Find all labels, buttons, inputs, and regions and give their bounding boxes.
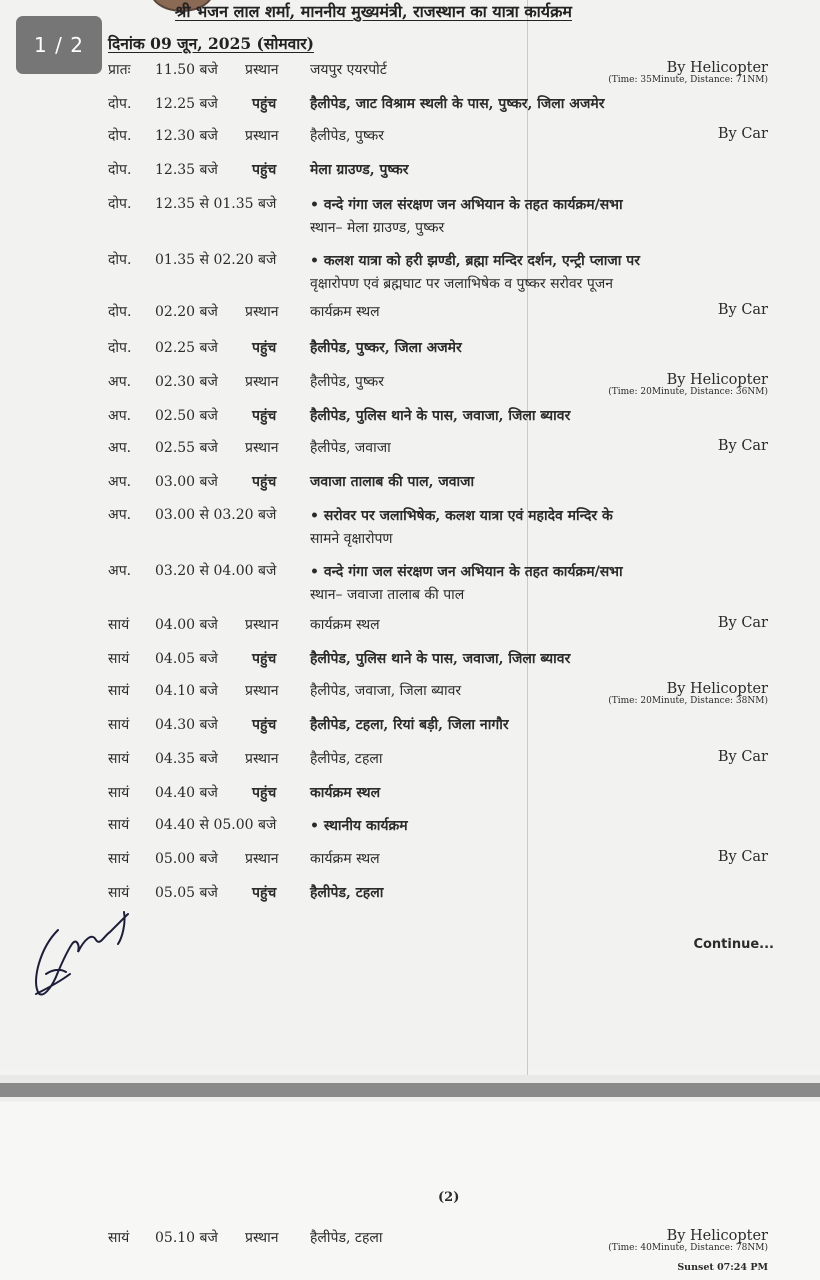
row-travel-distance: (Time: 20Minute, Distance: 36NM) xyxy=(608,387,768,397)
row-place: मेला ग्राउण्ड, पुष्कर xyxy=(310,162,409,178)
row-period: अप. xyxy=(108,563,132,579)
schedule-row xyxy=(0,250,820,292)
row-time: 05.00 बजे xyxy=(155,851,218,867)
row-period: दोप. xyxy=(108,196,132,212)
row-period: सायं xyxy=(108,751,130,767)
row-place: हैलीपेड, जवाजा, जिला ब्यावर xyxy=(310,683,462,699)
schedule-row xyxy=(0,160,820,190)
row-travel-mode: By Car xyxy=(717,849,768,865)
row-time: 04.40 बजे xyxy=(155,785,218,801)
row-period: अप. xyxy=(108,408,132,424)
schedule-row xyxy=(0,849,820,879)
description-line-2: स्थान– मेला ग्राउण्ड, पुष्कर xyxy=(310,220,445,236)
row-action: पहुंच xyxy=(252,162,277,178)
row-period: दोप. xyxy=(108,128,132,144)
row-time: 04.10 बजे xyxy=(155,683,218,699)
row-action: पहुंच xyxy=(252,474,277,490)
row-place: कार्यक्रम स्थल xyxy=(310,304,380,320)
row-time: 12.35 से 01.35 बजे xyxy=(155,196,277,212)
row-time: 03.20 से 04.00 बजे xyxy=(155,563,277,579)
row-time: 02.20 बजे xyxy=(155,304,218,320)
page-title: श्री भजन लाल शर्मा, माननीय मुख्यमंत्री, राजस्थान का यात्रा कार्यक्रम xyxy=(175,2,572,21)
row-period: सायं xyxy=(108,851,130,867)
row-time: 04.05 बजे xyxy=(155,651,218,667)
row-period: सायं xyxy=(108,651,130,667)
row-travel-mode: By Helicopter xyxy=(666,1228,768,1244)
row-period: अप. xyxy=(108,374,132,390)
description-line-2: स्थान– जवाजा तालाब की पाल xyxy=(310,587,465,603)
row-period: सायं xyxy=(108,717,130,733)
row-period: दोप. xyxy=(108,304,132,320)
row-travel-distance: (Time: 20Minute, Distance: 38NM) xyxy=(608,696,768,706)
schedule-row xyxy=(0,561,820,603)
schedule-row xyxy=(0,615,820,645)
row-time: 02.30 बजे xyxy=(155,374,218,390)
schedule-row xyxy=(0,438,820,468)
row-action: पहुंच xyxy=(252,885,277,901)
row-action: प्रस्थान xyxy=(245,128,279,144)
row-time: 04.30 बजे xyxy=(155,717,218,733)
row-place: हैलीपेड, टहला, रियां बड़ी, जिला नागौर xyxy=(310,717,509,733)
row-action: प्रस्थान xyxy=(245,440,279,456)
row-place: जयपुर एयरपोर्ट xyxy=(310,62,387,78)
row-time: 03.00 बजे xyxy=(155,474,218,490)
schedule-row xyxy=(0,649,820,679)
row-action: प्रस्थान xyxy=(245,374,279,390)
row-action: पहुंच xyxy=(252,408,277,424)
schedule-row xyxy=(0,1228,820,1258)
row-period: प्रातः xyxy=(108,62,131,78)
row-time: 04.00 बजे xyxy=(155,617,218,633)
description-line-1: • कलश यात्रा को हरी झण्डी, ब्रह्मा मन्दिर दर्शन, एन्ट्री प्लाजा पर xyxy=(310,253,640,269)
schedule-row xyxy=(0,94,820,124)
row-place: हैलीपेड, टहला xyxy=(310,751,383,767)
row-travel-mode: By Car xyxy=(717,438,768,454)
row-action: प्रस्थान xyxy=(245,751,279,767)
schedule-row xyxy=(0,783,820,813)
schedule-row xyxy=(0,60,820,90)
row-action: पहुंच xyxy=(252,96,277,112)
row-travel-distance: (Time: 35Minute, Distance: 71NM) xyxy=(608,75,768,85)
schedule-row xyxy=(0,372,820,402)
row-period: दोप. xyxy=(108,162,132,178)
row-time: 01.35 से 02.20 बजे xyxy=(155,252,277,268)
schedule-row xyxy=(0,302,820,332)
schedule-row xyxy=(0,126,820,156)
signature-image xyxy=(28,910,148,1005)
page-number: (2) xyxy=(438,1190,460,1205)
schedule-row xyxy=(0,505,820,547)
row-place: हैलीपेड, पुष्कर xyxy=(310,374,384,390)
row-time: 05.10 बजे xyxy=(155,1230,218,1246)
row-time: 02.25 बजे xyxy=(155,340,218,356)
row-place: हैलीपेड, पुष्कर xyxy=(310,128,384,144)
row-action: प्रस्थान xyxy=(245,62,279,78)
row-program-description xyxy=(310,505,613,551)
row-action: प्रस्थान xyxy=(245,1230,279,1246)
row-travel-mode: By Car xyxy=(717,126,768,142)
row-time: 02.50 बजे xyxy=(155,408,218,424)
row-travel-mode: By Car xyxy=(717,749,768,765)
row-travel-mode: By Helicopter xyxy=(666,372,768,388)
row-place: कार्यक्रम स्थल xyxy=(310,851,380,867)
description-line-1: • वन्दे गंगा जल संरक्षण जन अभियान के तहत कार्यक्रम/सभा xyxy=(310,564,623,580)
row-time: 11.50 बजे xyxy=(155,62,218,78)
page-indicator-badge: 1 / 2 xyxy=(16,16,102,74)
row-action: प्रस्थान xyxy=(245,617,279,633)
row-place: हैलीपेड, जवाजा xyxy=(310,440,391,456)
row-program-description xyxy=(310,194,623,240)
row-travel-mode: By Helicopter xyxy=(666,681,768,697)
row-period: दोप. xyxy=(108,252,132,268)
row-period: अप. xyxy=(108,440,132,456)
schedule-row xyxy=(0,338,820,368)
description-line-2: वृक्षारोपण एवं ब्रह्मघाट पर जलाभिषेक व पुष्कर सरोवर पूजन xyxy=(310,276,613,292)
row-time: 02.55 बजे xyxy=(155,440,218,456)
row-period: सायं xyxy=(108,683,130,699)
row-time: 12.25 बजे xyxy=(155,96,218,112)
row-action: पहुंच xyxy=(252,651,277,667)
row-program-description xyxy=(310,250,640,296)
row-period: सायं xyxy=(108,617,130,633)
row-place: कार्यक्रम स्थल xyxy=(310,617,380,633)
row-time: 12.30 बजे xyxy=(155,128,218,144)
row-period: दोप. xyxy=(108,340,132,356)
row-period: अप. xyxy=(108,507,132,523)
description-line-1: • वन्दे गंगा जल संरक्षण जन अभियान के तहत कार्यक्रम/सभा xyxy=(310,197,623,213)
row-place: हैलीपेड, पुलिस थाने के पास, जवाजा, जिला ब्यावर xyxy=(310,408,571,424)
row-travel-mode: By Helicopter xyxy=(666,60,768,76)
row-travel-mode: By Car xyxy=(717,615,768,631)
row-period: सायं xyxy=(108,785,130,801)
row-time: 04.40 से 05.00 बजे xyxy=(155,817,277,833)
row-place: हैलीपेड, पुलिस थाने के पास, जवाजा, जिला ब्यावर xyxy=(310,651,571,667)
description-line-2: सामने वृक्षारोपण xyxy=(310,531,393,547)
row-place: जवाजा तालाब की पाल, जवाजा xyxy=(310,474,475,490)
row-period: अप. xyxy=(108,474,132,490)
sunset-note: Sunset 07:24 PM xyxy=(677,1262,768,1273)
row-action: प्रस्थान xyxy=(245,683,279,699)
row-period: सायं xyxy=(108,1230,130,1246)
row-period: सायं xyxy=(108,817,130,833)
row-place: हैलीपेड, टहला xyxy=(310,885,384,901)
schedule-row xyxy=(0,681,820,711)
schedule-row xyxy=(0,194,820,236)
page-separator xyxy=(0,1075,820,1101)
row-time: 05.05 बजे xyxy=(155,885,218,901)
row-place: हैलीपेड, पुष्कर, जिला अजमेर xyxy=(310,340,462,356)
schedule-row xyxy=(0,472,820,502)
row-action: प्रस्थान xyxy=(245,304,279,320)
row-time: 03.00 से 03.20 बजे xyxy=(155,507,277,523)
row-action: प्रस्थान xyxy=(245,851,279,867)
document-page-2 xyxy=(0,1102,820,1280)
row-action: पहुंच xyxy=(252,340,277,356)
schedule-row xyxy=(0,715,820,745)
row-program-description xyxy=(310,561,623,607)
schedule-date: दिनांक 09 जून, 2025 (सोमवार) xyxy=(108,34,314,53)
row-period: सायं xyxy=(108,885,130,901)
row-travel-mode: By Car xyxy=(717,302,768,318)
row-place: हैलीपेड, जाट विश्राम स्थली के पास, पुष्कर, जिला अजमेर xyxy=(310,96,605,112)
row-action: पहुंच xyxy=(252,717,277,733)
row-action: पहुंच xyxy=(252,785,277,801)
schedule-row xyxy=(0,883,820,913)
row-time: 04.35 बजे xyxy=(155,751,218,767)
row-travel-distance: (Time: 40Minute, Distance: 78NM) xyxy=(608,1243,768,1253)
description-line-1: • सरोवर पर जलाभिषेक, कलश यात्रा एवं महादेव मन्दिर के xyxy=(310,508,613,524)
row-time: 12.35 बजे xyxy=(155,162,218,178)
schedule-row xyxy=(0,406,820,436)
schedule-row xyxy=(0,749,820,779)
continue-note: Continue... xyxy=(693,937,774,952)
row-place: कार्यक्रम स्थल xyxy=(310,785,381,801)
schedule-row xyxy=(0,815,820,845)
row-place: हैलीपेड, टहला xyxy=(310,1230,383,1246)
row-period: दोप. xyxy=(108,96,132,112)
description-line-1: • स्थानीय कार्यक्रम xyxy=(310,818,408,834)
row-program-description xyxy=(310,815,408,838)
